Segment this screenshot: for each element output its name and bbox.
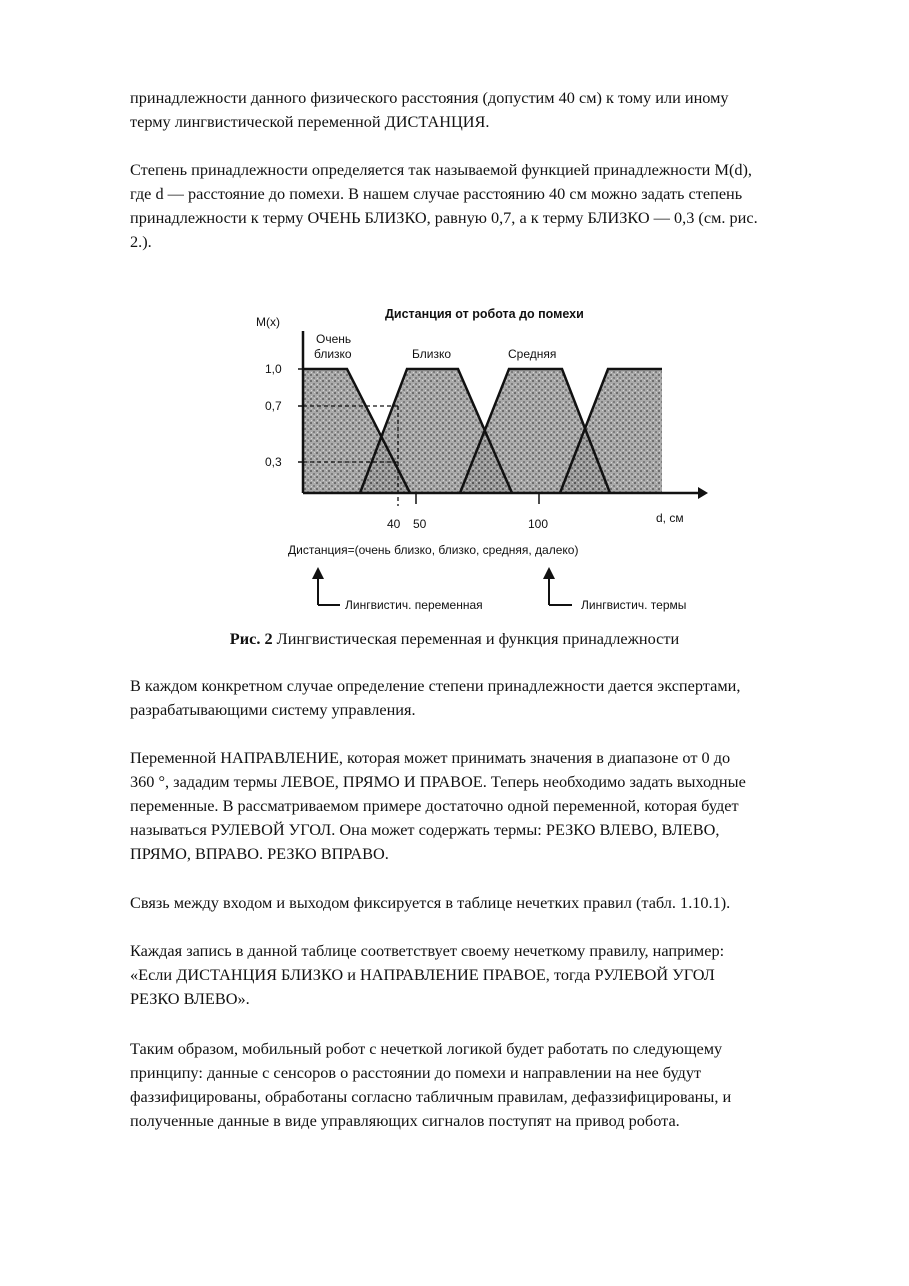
- text-line: где d — расстояние до помехи. В нашем случае расстоянию 40 см можно задать степень: [130, 184, 743, 203]
- figure-caption: [0, 627, 909, 651]
- membership-function-figure: [250, 296, 720, 622]
- paragraph-2: [130, 158, 845, 254]
- linguistic-definition: Дистанция=(очень близко, близко, средняя, далеко): [288, 543, 579, 557]
- paragraph-3: [130, 674, 845, 722]
- text-line: принципу: данные с сенсоров о расстоянии до помехи и направлении на нее будут: [130, 1063, 702, 1082]
- text-line: переменные. В рассматриваемом примере достаточно одной переменной, которая будет: [130, 796, 739, 815]
- y-tick-label: 1,0: [265, 362, 282, 376]
- paragraph-5: [130, 891, 845, 915]
- figure-title: Дистанция от робота до помехи: [385, 307, 584, 321]
- x-axis-label: d, см: [656, 511, 684, 525]
- text-line: РЕЗКО ВЛЕВО».: [130, 989, 250, 1008]
- text-line: называться РУЛЕВОЙ УГОЛ. Она может содержать термы: РЕЗКО ВЛЕВО, ВЛЕВО,: [130, 820, 720, 839]
- text-line: «Если ДИСТАНЦИЯ БЛИЗКО и НАПРАВЛЕНИЕ ПРАВОЕ, тогда РУЛЕВОЙ УГОЛ: [130, 965, 715, 984]
- term-label-close: Близко: [412, 347, 452, 361]
- text-line: ПРЯМО, ВПРАВО. РЕЗКО ВПРАВО.: [130, 844, 389, 863]
- text-line: 2.).: [130, 232, 152, 251]
- caption-number: Рис. 2: [229, 629, 273, 648]
- text-line: В каждом конкретном случае определение степени принадлежности дается экспертами,: [130, 676, 741, 695]
- x-axis-arrow: [698, 487, 708, 499]
- y-axis-label: M(x): [256, 315, 280, 329]
- pointer-terms-arrowhead: [543, 567, 555, 579]
- paragraph-4: [130, 746, 845, 866]
- text-line: 360 °, зададим термы ЛЕВОЕ, ПРЯМО И ПРАВОЕ. Теперь необходимо задать выходные: [130, 772, 746, 791]
- y-tick-label: 0,3: [265, 455, 282, 469]
- text-line: разрабатывающими систему управления.: [130, 700, 416, 719]
- term-label-medium: Средняя: [508, 347, 557, 361]
- paragraph-1: [130, 86, 845, 134]
- caption-text: Лингвистическая переменная и функция принадлежности: [272, 629, 680, 648]
- text-line: терму лингвистической переменной ДИСТАНЦИЯ.: [130, 112, 490, 131]
- text-line: принадлежности данного физического расстояния (допустим 40 см) к тому или иному: [130, 88, 729, 107]
- y-tick-label: 0,7: [265, 399, 282, 413]
- x-tick-label: 50: [413, 517, 427, 531]
- term-label-very-close-1: Очень: [316, 332, 352, 346]
- pointer-variable-label: Лингвистич. переменная: [345, 598, 483, 612]
- paragraph-7: [130, 1037, 845, 1133]
- text-line: полученные данные в виде управляющих сигналов поступят на привод робота.: [130, 1111, 680, 1130]
- text-line: Связь между входом и выходом фиксируется в таблице нечетких правил (табл. 1.10.1).: [130, 893, 731, 912]
- x-tick-label: 40: [387, 517, 401, 531]
- x-tick-label: 100: [528, 517, 549, 531]
- term-label-very-close-2: близко: [314, 347, 352, 361]
- text-line: Переменной НАПРАВЛЕНИЕ, которая может принимать значения в диапазоне от 0 до: [130, 748, 731, 767]
- text-line: Таким образом, мобильный робот с нечеткой логикой будет работать по следующему: [130, 1039, 723, 1058]
- text-line: фаззифицированы, обработаны согласно табличным правилам, дефаззифицированы, и: [130, 1087, 732, 1106]
- text-line: Степень принадлежности определяется так называемой функцией принадлежности M(d),: [130, 160, 752, 179]
- paragraph-6: [130, 939, 845, 1011]
- pointer-variable-arrowhead: [312, 567, 324, 579]
- text-line: принадлежности к терму ОЧЕНЬ БЛИЗКО, равную 0,7, а к терму БЛИЗКО — 0,3 (см. рис.: [130, 208, 758, 227]
- text-line: Каждая запись в данной таблице соответствует своему нечеткому правилу, например:: [130, 941, 725, 960]
- pointer-terms-label: Лингвистич. термы: [581, 598, 687, 612]
